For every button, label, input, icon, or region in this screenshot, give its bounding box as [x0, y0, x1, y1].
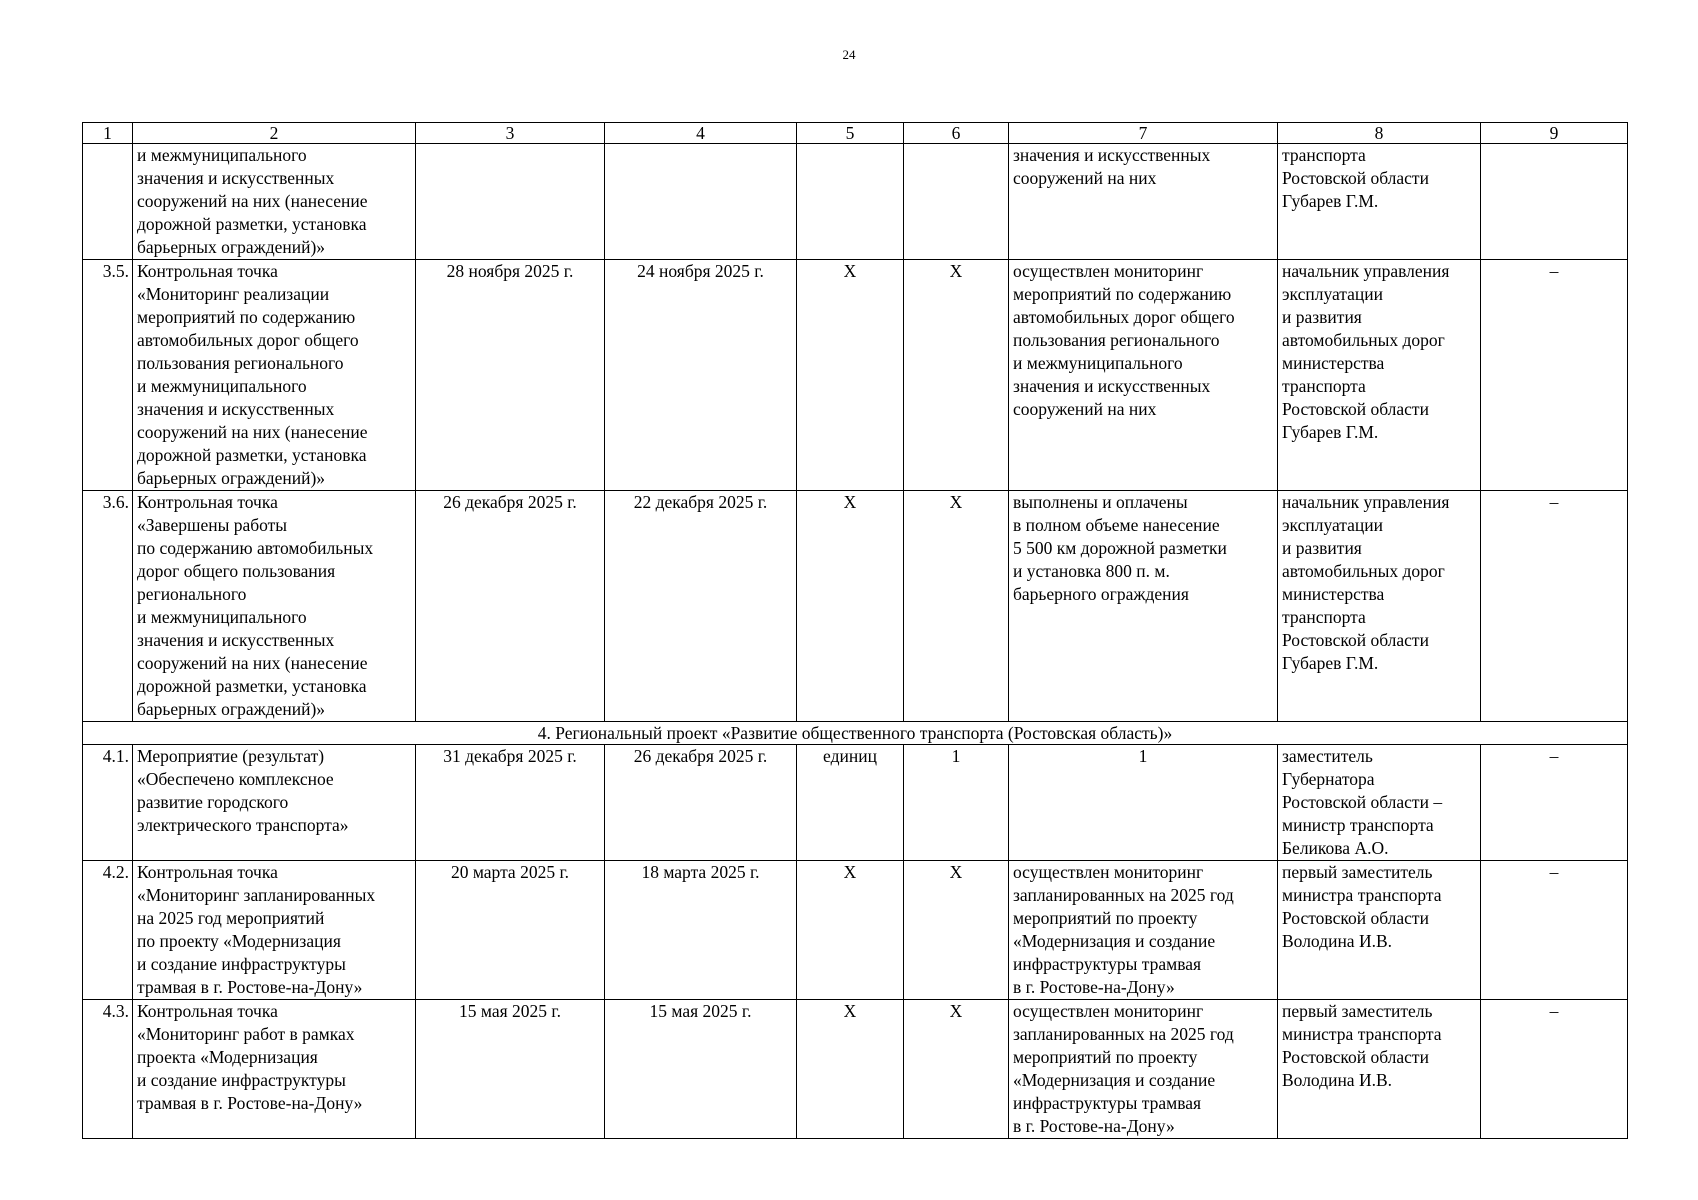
- row-note: –: [1481, 745, 1628, 861]
- row-note: [1481, 144, 1628, 260]
- column-header: 8: [1278, 123, 1481, 144]
- row-number: 4.3.: [83, 1000, 133, 1139]
- row-name: Контрольная точка «Завершены работы по содержанию автомобильных дорог общего пользования регионального и межмуниципального значения и искусственных сооружений на них (нанесение дорожной разметки, установка барьерных ограждений)»: [133, 491, 416, 722]
- row-date-plan: 31 декабря 2025 г.: [416, 745, 605, 861]
- row-name: и межмуниципального значения и искусственных сооружений на них (нанесение дорожной разметки, установка барьерных ограждений)»: [133, 144, 416, 260]
- section-title: 4. Региональный проект «Развитие общественного транспорта (Ростовская область)»: [83, 722, 1628, 745]
- column-header: 2: [133, 123, 416, 144]
- column-header: 7: [1009, 123, 1278, 144]
- row-unit: X: [797, 491, 904, 722]
- row-responsible: заместитель Губернатора Ростовской области – министр транспорта Беликова А.О.: [1278, 745, 1481, 861]
- row-note: –: [1481, 861, 1628, 1000]
- column-header: 6: [904, 123, 1009, 144]
- row-number: 3.6.: [83, 491, 133, 722]
- column-header: 4: [605, 123, 797, 144]
- row-value: X: [904, 861, 1009, 1000]
- table-row: [83, 745, 1628, 861]
- row-number: 4.2.: [83, 861, 133, 1000]
- row-responsible: начальник управления эксплуатации и развития автомобильных дорог министерства транспорта Ростовской области Губарев Г.М.: [1278, 260, 1481, 491]
- row-date-fact: 22 декабря 2025 г.: [605, 491, 797, 722]
- row-date-fact: 26 декабря 2025 г.: [605, 745, 797, 861]
- row-name: Мероприятие (результат) «Обеспечено комплексное развитие городского электрического транспорта»: [133, 745, 416, 861]
- row-date-fact: 15 мая 2025 г.: [605, 1000, 797, 1139]
- row-result: значения и искусственных сооружений на них: [1009, 144, 1278, 260]
- row-unit: [797, 144, 904, 260]
- row-responsible: первый заместитель министра транспорта Ростовской области Володина И.В.: [1278, 861, 1481, 1000]
- row-unit: единиц: [797, 745, 904, 861]
- row-note: –: [1481, 260, 1628, 491]
- plan-table: [82, 122, 1628, 1139]
- row-number: [83, 144, 133, 260]
- row-result: осуществлен мониторинг запланированных на 2025 год мероприятий по проекту «Модернизация и создание инфраструктуры трамвая в г. Ростове-на-Дону»: [1009, 1000, 1278, 1139]
- row-date-plan: 20 марта 2025 г.: [416, 861, 605, 1000]
- page-number: 24: [842, 47, 856, 62]
- table-row: [83, 260, 1628, 491]
- row-result: осуществлен мониторинг мероприятий по содержанию автомобильных дорог общего пользования регионального и межмуниципального значения и искусственных сооружений на них: [1009, 260, 1278, 491]
- row-value: X: [904, 491, 1009, 722]
- row-date-fact: [605, 144, 797, 260]
- row-number: 3.5.: [83, 260, 133, 491]
- row-responsible: начальник управления эксплуатации и развития автомобильных дорог министерства транспорта Ростовской области Губарев Г.М.: [1278, 491, 1481, 722]
- row-unit: X: [797, 861, 904, 1000]
- table-row: [83, 491, 1628, 722]
- row-date-fact: 24 ноября 2025 г.: [605, 260, 797, 491]
- row-responsible: первый заместитель министра транспорта Ростовской области Володина И.В.: [1278, 1000, 1481, 1139]
- row-value: X: [904, 260, 1009, 491]
- row-date-fact: 18 марта 2025 г.: [605, 861, 797, 1000]
- row-date-plan: 28 ноября 2025 г.: [416, 260, 605, 491]
- column-header: 1: [83, 123, 133, 144]
- section-row: [83, 722, 1628, 745]
- table-row: [83, 1000, 1628, 1139]
- row-result: выполнены и оплачены в полном объеме нанесение 5 500 км дорожной разметки и установка 800 п. м. барьерного ограждения: [1009, 491, 1278, 722]
- row-date-plan: [416, 144, 605, 260]
- table-row: [83, 861, 1628, 1000]
- row-name: Контрольная точка «Мониторинг запланированных на 2025 год мероприятий по проекту «Модернизация и создание инфраструктуры трамвая в г. Ростове-на-Дону»: [133, 861, 416, 1000]
- row-name: Контрольная точка «Мониторинг работ в рамках проекта «Модернизация и создание инфраструктуры трамвая в г. Ростове-на-Дону»: [133, 1000, 416, 1139]
- column-header: 9: [1481, 123, 1628, 144]
- row-result: 1: [1009, 745, 1278, 861]
- row-unit: X: [797, 1000, 904, 1139]
- column-header: 5: [797, 123, 904, 144]
- row-value: X: [904, 1000, 1009, 1139]
- row-name: Контрольная точка «Мониторинг реализации мероприятий по содержанию автомобильных дорог общего пользования регионального и межмуниципального значения и искусственных сооружений на них (нанесение дорожной разметки, установка барьерных ограждений)»: [133, 260, 416, 491]
- row-unit: X: [797, 260, 904, 491]
- column-header: 3: [416, 123, 605, 144]
- row-result: осуществлен мониторинг запланированных на 2025 год мероприятий по проекту «Модернизация и создание инфраструктуры трамвая в г. Ростове-на-Дону»: [1009, 861, 1278, 1000]
- row-value: [904, 144, 1009, 260]
- row-number: 4.1.: [83, 745, 133, 861]
- row-value: 1: [904, 745, 1009, 861]
- table-row: [83, 144, 1628, 260]
- column-number-row: [83, 123, 1628, 144]
- row-date-plan: 26 декабря 2025 г.: [416, 491, 605, 722]
- row-responsible: транспорта Ростовской области Губарев Г.М.: [1278, 144, 1481, 260]
- row-date-plan: 15 мая 2025 г.: [416, 1000, 605, 1139]
- row-note: –: [1481, 491, 1628, 722]
- row-note: –: [1481, 1000, 1628, 1139]
